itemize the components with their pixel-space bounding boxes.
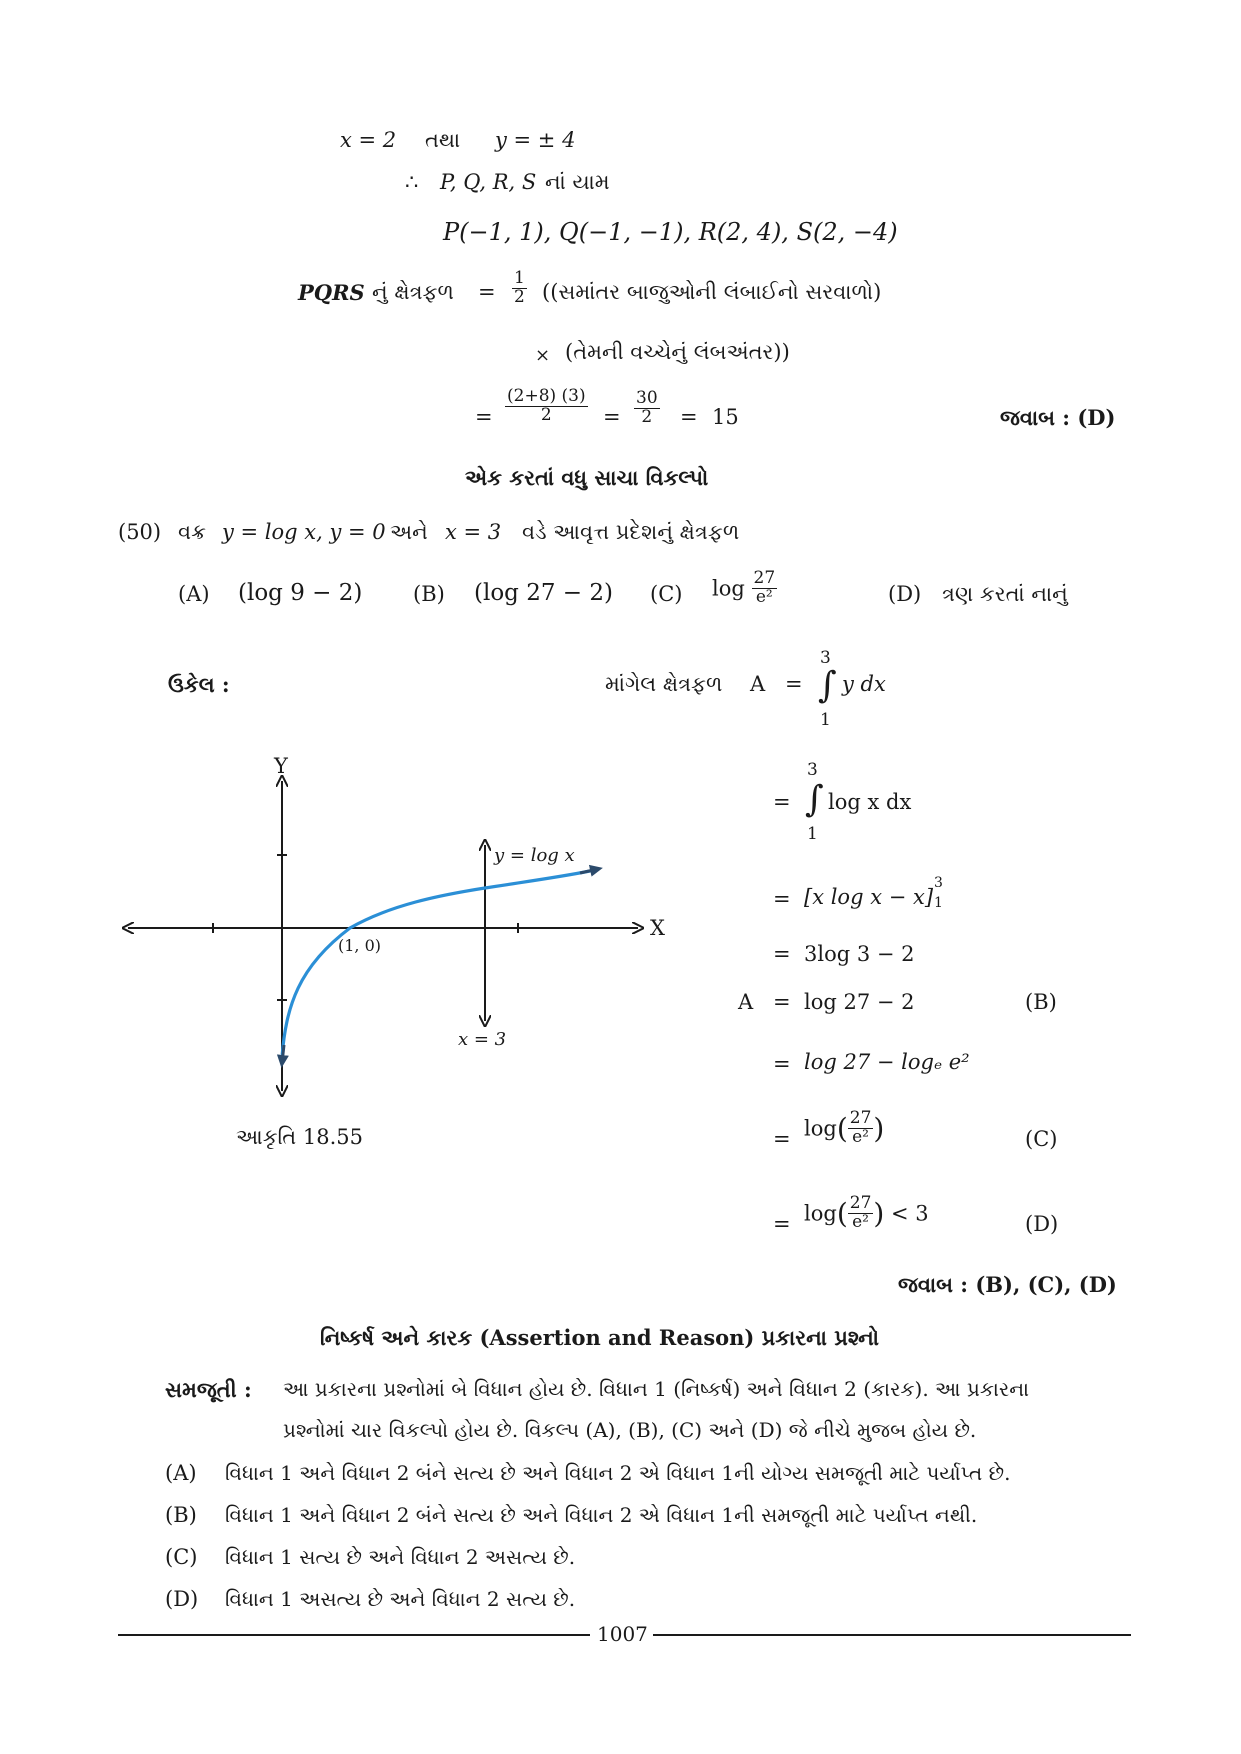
answer-bcd: જવાબ : (B), (C), (D) <box>898 1272 1117 1297</box>
option-b-value: (log 27 − 2) <box>474 580 613 606</box>
choice-a-label: (A) <box>165 1461 197 1485</box>
figure-caption: આકૃતિ 18.55 <box>236 1125 364 1149</box>
equals: = <box>785 672 803 696</box>
tag-b: (B) <box>1025 990 1057 1014</box>
equals: = <box>478 280 496 304</box>
integrand-log-x: log x dx <box>828 790 912 814</box>
tag-c: (C) <box>1025 1127 1058 1151</box>
choice-a-text: વિધાન 1 અને વિધાન 2 બંને સત્ય છે અને વિધાન 2 એ વિધાન 1ની યોગ્ય સમજૂતી માટે પર્યાપ્ત છે. <box>225 1461 1011 1485</box>
log-curve-figure <box>120 745 680 1105</box>
answer-d: જવાબ : (D) <box>1000 405 1116 430</box>
option-a-label: (A) <box>178 582 210 606</box>
equals: = <box>773 790 791 814</box>
eq-y-pm4: y = ± 4 <box>495 128 576 152</box>
area-formula-text: ((સમાંતર બાજુઓની લંબાઈનો સરવાળો) <box>542 280 882 304</box>
step-3log3: 3log 3 − 2 <box>804 942 915 966</box>
required-area-text: માંગેલ ક્ષેત્રફળ <box>605 672 723 696</box>
option-d-value: ત્રણ કરતાં નાનું <box>942 582 1068 606</box>
antiderivative-step: [x log x − x] 3 1 <box>804 875 943 911</box>
fraction-calc-1: $\frac{(2+8) (3)}{2}$ <box>507 386 586 425</box>
fraction-calc-2: $\frac{30}{2}$ <box>636 388 658 427</box>
and-word: તથા <box>425 128 461 152</box>
equals: = <box>773 942 791 966</box>
footer-rule-left <box>118 1634 590 1636</box>
curve-label: y = log x <box>494 845 575 866</box>
tag-d: (D) <box>1025 1212 1059 1236</box>
pqrs-label: PQRS <box>298 280 365 305</box>
assertion-heading: નિષ્કર્ષ અને કારક (Assertion and Reason) પ્રકારના પ્રશ્નો <box>320 1325 879 1350</box>
result-15: 15 <box>712 405 739 429</box>
choice-c-text: વિધાન 1 સત્ય છે અને વિધાન 2 અસત્ય છે. <box>225 1545 576 1569</box>
option-c-label: (C) <box>650 582 683 606</box>
footer-rule-right <box>653 1634 1131 1636</box>
choice-c-label: (C) <box>165 1545 198 1569</box>
equals: = <box>603 405 621 429</box>
choice-d-label: (D) <box>165 1587 199 1611</box>
times-symbol: × <box>535 345 551 366</box>
and-word: અને <box>390 520 428 544</box>
therefore-symbol: ∴ <box>405 170 419 194</box>
point-coordinates: P(−1, 1), Q(−1, −1), R(2, 4), S(2, −4) <box>443 218 898 246</box>
option-c-value: log $\frac{27}{\text{e²}}$ <box>712 568 776 607</box>
step-log27: log 27 − 2 <box>804 990 915 1014</box>
explain-label: સમજૂતી : <box>165 1377 252 1402</box>
question-text: વડે આવૃત્ત પ્રદેશનું ક્ષેત્રફળ <box>522 520 740 544</box>
points-label: P, Q, R, S <box>440 170 537 194</box>
equals: = <box>475 405 493 429</box>
choice-b-text: વિધાન 1 અને વિધાન 2 બંને સત્ય છે અને વિધાન 2 એ વિધાન 1ની સમજૂતી માટે પર્યાપ્ત નથી. <box>225 1503 978 1527</box>
step-less-than-3: log( $\frac{27}{\text{e²}}$ ) < 3 <box>804 1193 929 1232</box>
solution-label: ઉકેલ : <box>168 672 230 697</box>
log-curve <box>282 871 590 1057</box>
coordinates-word: નાં યામ <box>545 170 610 194</box>
choice-d-text: વિધાન 1 અસત્ય છે અને વિધાન 2 સત્ય છે. <box>225 1587 576 1611</box>
distance-text: (તેમની વચ્ચેનું લંબઅંતર)) <box>565 340 790 364</box>
step-log-frac: log( $\frac{27}{\text{e²}}$ ) <box>804 1108 885 1147</box>
equals: = <box>773 1052 791 1076</box>
page-number: 1007 <box>597 1622 648 1646</box>
equals: = <box>773 1127 791 1151</box>
step-log-e: log 27 − logₑ e² <box>804 1050 970 1074</box>
equals: = <box>773 887 791 911</box>
area-symbol: A <box>750 672 766 696</box>
half-fraction: $\frac{1}{2}$ <box>514 268 525 307</box>
point-label: (1, 0) <box>338 936 382 955</box>
choice-b-label: (B) <box>165 1503 197 1527</box>
eq-x-2: x = 2 <box>340 128 397 152</box>
y-axis-label: Y <box>274 754 288 778</box>
area-word: નું ક્ષેત્રફળ <box>372 280 454 304</box>
section-heading: એક કરતાં વધુ સાચા વિકલ્પો <box>465 465 709 490</box>
explain-line-1: આ પ્રકારના પ્રશ્નોમાં બે વિધાન હોય છે. વિધાન 1 (નિષ્કર્ષ) અને વિધાન 2 (કારક). આ પ્રકારના <box>283 1377 1029 1401</box>
line-x3: x = 3 <box>445 520 502 544</box>
equals: = <box>680 405 698 429</box>
option-d-label: (D) <box>888 582 922 606</box>
option-b-label: (B) <box>413 582 445 606</box>
equals: = <box>773 1212 791 1236</box>
x3-label: x = 3 <box>458 1029 507 1050</box>
question-number: (50) <box>118 520 162 544</box>
curve-word: વક્ર <box>178 520 206 544</box>
equals: = <box>773 990 791 1014</box>
area-symbol: A <box>738 990 754 1014</box>
integrand-y-dx: y dx <box>842 672 886 696</box>
x-axis-label: X <box>650 916 665 940</box>
curve-equations: y = log x, y = 0 <box>222 520 386 544</box>
explain-line-2: પ્રશ્નોમાં ચાર વિકલ્પો હોય છે. વિકલ્પ (A), (B), (C) અને (D) જે નીચે મુજબ હોય છે. <box>283 1418 977 1442</box>
option-a-value: (log 9 − 2) <box>238 580 363 606</box>
